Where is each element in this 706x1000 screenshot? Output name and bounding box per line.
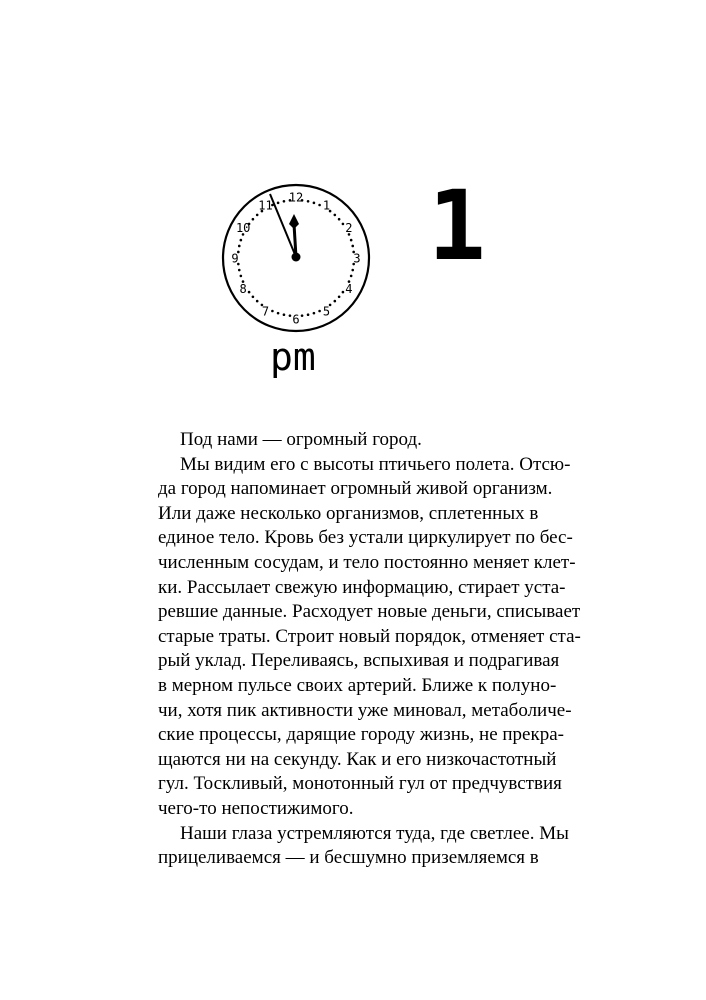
minute-dot: [238, 245, 241, 248]
clock-illustration: [218, 180, 378, 340]
minute-dot: [283, 200, 286, 203]
clock-icon: [218, 180, 378, 340]
text-line: чего-то непостижимого.: [158, 797, 354, 819]
text-line: в мерном пульсе своих артерий. Ближе к полуно-: [158, 674, 557, 696]
clock-number: 8: [239, 282, 247, 296]
minute-dot: [240, 275, 243, 278]
minute-dot: [238, 269, 241, 272]
minute-dot: [334, 214, 337, 217]
clock-number: 9: [231, 251, 239, 266]
text-line: чи, хотя пик активности уже миновал, метаболиче-: [158, 699, 572, 721]
text-line: единое тело. Кровь без устали циркулирует по бес-: [158, 527, 573, 549]
clock-number: 3: [353, 251, 361, 266]
minute-dot: [338, 296, 341, 299]
minute-dot: [248, 291, 251, 294]
clock-number: 1: [322, 198, 331, 213]
minute-dot: [351, 269, 354, 272]
clock-number: 6: [292, 312, 300, 327]
minute-dot: [283, 313, 286, 316]
text-line: Или даже несколько организмов, сплетенных в: [158, 502, 539, 524]
minute-dot: [350, 275, 353, 278]
text-line: численным сосудам, и тело постоянно меняет клет-: [158, 551, 576, 573]
text-line: старые траты. Строит новый порядок, отменяет ста-: [158, 625, 581, 647]
minute-dot: [334, 300, 337, 303]
minute-dot: [277, 312, 280, 315]
minute-dot: [240, 239, 243, 242]
text-line: ки. Рассылает свежую информацию, стирает уста-: [158, 576, 566, 598]
minute-dot: [256, 300, 259, 303]
minute-dot: [289, 314, 292, 317]
minute-dot: [342, 291, 345, 294]
time-suffix: pm: [270, 335, 316, 379]
minute-dot: [351, 245, 354, 248]
text-line: Наши глаза устремляются туда, где светлее. Мы: [180, 822, 569, 844]
minute-dot: [301, 314, 304, 317]
text-line: ские процессы, дарящие городу жизнь, не прекра-: [158, 724, 564, 746]
minute-dot: [313, 312, 316, 315]
text-line: Мы видим его с высоты птичьего полета. Отсю-: [180, 453, 571, 475]
minute-dot: [338, 218, 341, 221]
text-line: Под нами — огромный город.: [180, 429, 422, 450]
clock-number: 5: [322, 304, 331, 319]
text-line: щаются ни на секунду. Как и его низкочастотный: [158, 748, 557, 770]
minute-dot: [342, 223, 345, 226]
minute-dot: [350, 239, 353, 242]
minute-dot: [318, 204, 321, 207]
minute-dot: [256, 214, 259, 217]
minute-dot: [307, 313, 310, 316]
clock-number: 11: [258, 198, 273, 213]
clock-number: 7: [261, 304, 270, 319]
text-line: гул. Тоскливый, монотонный гул от предчувствия: [158, 773, 562, 795]
minute-dot: [307, 200, 310, 203]
minute-dot: [252, 296, 255, 299]
minute-dot: [277, 202, 280, 205]
minute-dot: [318, 310, 321, 313]
clock-number: 10: [235, 221, 251, 235]
text-line: рый уклад. Переливаясь, вспыхивая и подрагивая: [158, 650, 560, 672]
text-line: ревшие данные. Расходует новые деньги, списывает: [158, 601, 581, 623]
chapter-number: 1: [428, 170, 486, 282]
minute-dot: [313, 202, 316, 205]
minute-dot: [252, 218, 255, 221]
minute-dot: [271, 310, 274, 313]
clock-number: 2: [345, 221, 353, 235]
text-line: прицеливаемся — и бесшумно приземляемся в: [158, 847, 539, 869]
body-text: [158, 428, 581, 871]
text-line: да город напоминает огромный живой организм.: [158, 478, 553, 500]
clock-number: 12: [288, 190, 304, 205]
clock-number: 4: [345, 282, 353, 296]
